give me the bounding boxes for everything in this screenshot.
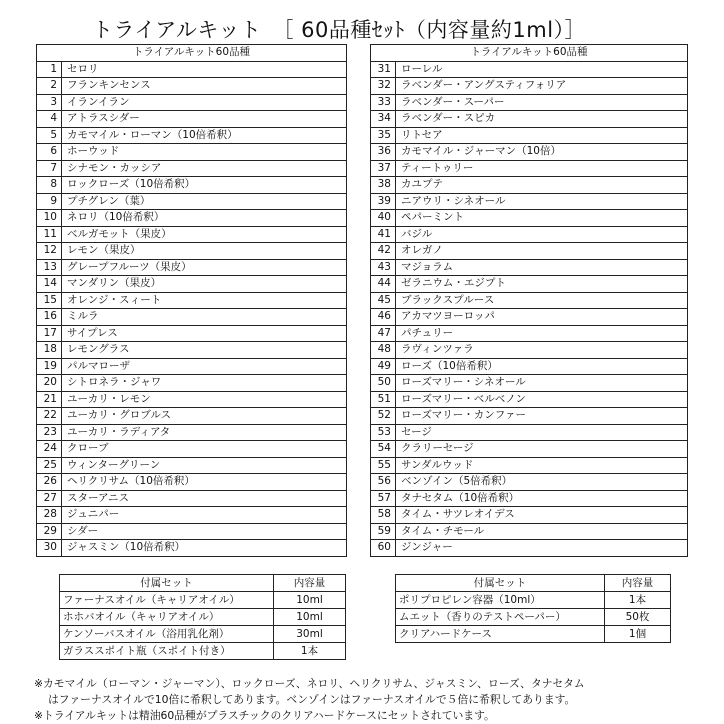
item-number: 27	[37, 490, 62, 507]
accessory-amount: 30ml	[274, 626, 346, 643]
table-row	[37, 111, 347, 128]
item-name: ニアウリ・シネオール	[396, 193, 688, 210]
table-row	[37, 160, 347, 177]
item-name: ネロリ（10倍希釈）	[62, 210, 347, 227]
item-name: タイム・チモール	[396, 523, 688, 540]
item-number: 39	[371, 193, 396, 210]
item-name: ラベンダー・スピカ	[396, 111, 688, 128]
table-row	[37, 226, 347, 243]
accessory-name: ガラススポイト瓶（スポイト付き）	[60, 643, 274, 660]
table-row	[371, 94, 688, 111]
item-name: セロリ	[62, 61, 347, 78]
table-row	[37, 259, 347, 276]
item-name: ホーウッド	[62, 144, 347, 161]
table-row	[371, 391, 688, 408]
item-number: 25	[37, 457, 62, 474]
table-row	[371, 408, 688, 425]
item-number: 18	[37, 342, 62, 359]
item-name: イランイラン	[62, 94, 347, 111]
item-name: サイプレス	[62, 325, 347, 342]
table-header-row	[396, 575, 671, 592]
table-row	[37, 94, 347, 111]
table-row	[396, 609, 671, 626]
accessory-header-name: 付属セット	[396, 575, 605, 592]
item-name: シトロネラ・ジャワ	[62, 375, 347, 392]
item-name: ウィンターグリーン	[62, 457, 347, 474]
table-row	[37, 391, 347, 408]
item-number: 22	[37, 408, 62, 425]
note-line-3: ※トライアルキットは精油60品種がプラスチックのクリアハードケースにセットされています。	[34, 709, 495, 722]
item-name: カモマイル・ローマン（10倍希釈）	[62, 127, 347, 144]
table-row	[371, 111, 688, 128]
item-number: 10	[37, 210, 62, 227]
table-row	[371, 61, 688, 78]
table-row	[371, 259, 688, 276]
item-name: サンダルウッド	[396, 457, 688, 474]
table-row	[60, 626, 346, 643]
table-row	[371, 325, 688, 342]
table-row	[371, 507, 688, 524]
accessory-header-amount: 内容量	[605, 575, 671, 592]
item-number: 1	[37, 61, 62, 78]
accessory-table-left	[59, 574, 346, 660]
item-name: セージ	[396, 424, 688, 441]
item-name: シダー	[62, 523, 347, 540]
item-number: 12	[37, 243, 62, 260]
table-row	[371, 226, 688, 243]
item-number: 53	[371, 424, 396, 441]
item-number: 35	[371, 127, 396, 144]
table-row	[371, 540, 688, 557]
table-header: トライアルキット60品種	[371, 45, 688, 62]
table-row	[37, 144, 347, 161]
table-row	[371, 276, 688, 293]
item-name: ヘリクリサム（10倍希釈）	[62, 474, 347, 491]
item-number: 34	[371, 111, 396, 128]
table-row	[60, 609, 346, 626]
item-number: 47	[371, 325, 396, 342]
item-number: 55	[371, 457, 396, 474]
item-name: アカマツヨーロッパ	[396, 309, 688, 326]
table-row	[37, 127, 347, 144]
accessory-amount: 10ml	[274, 609, 346, 626]
table-row	[37, 276, 347, 293]
item-name: パルマローザ	[62, 358, 347, 375]
item-number: 28	[37, 507, 62, 524]
item-number: 45	[371, 292, 396, 309]
accessory-header-name: 付属セット	[60, 575, 274, 592]
table-row	[37, 61, 347, 78]
item-name: カユプテ	[396, 177, 688, 194]
item-name: ローズマリー・シネオール	[396, 375, 688, 392]
table-row	[37, 441, 347, 458]
item-number: 13	[37, 259, 62, 276]
accessory-name: クリアハードケース	[396, 626, 605, 643]
item-number: 40	[371, 210, 396, 227]
item-number: 30	[37, 540, 62, 557]
table-row	[371, 474, 688, 491]
item-name: ティートゥリー	[396, 160, 688, 177]
item-name: レモングラス	[62, 342, 347, 359]
item-name: プチグレン（葉）	[62, 193, 347, 210]
accessory-name: ファーナスオイル（キャリアオイル）	[60, 592, 274, 609]
item-number: 3	[37, 94, 62, 111]
item-number: 14	[37, 276, 62, 293]
accessory-amount: 10ml	[274, 592, 346, 609]
table-header-row	[37, 45, 347, 62]
item-number: 41	[371, 226, 396, 243]
item-number: 11	[37, 226, 62, 243]
item-name: ラヴィンツァラ	[396, 342, 688, 359]
item-number: 54	[371, 441, 396, 458]
item-name: ローズマリー・カンファー	[396, 408, 688, 425]
item-number: 29	[37, 523, 62, 540]
item-name: マンダリン（果皮）	[62, 276, 347, 293]
item-number: 52	[371, 408, 396, 425]
item-number: 17	[37, 325, 62, 342]
item-number: 50	[371, 375, 396, 392]
item-name: ユーカリ・グロブルス	[62, 408, 347, 425]
table-row	[37, 523, 347, 540]
item-name: ジンジャー	[396, 540, 688, 557]
item-name: ローズマリー・ベルベノン	[396, 391, 688, 408]
table-row	[37, 474, 347, 491]
table-row	[37, 309, 347, 326]
item-name: アトラスシダー	[62, 111, 347, 128]
table-row	[37, 78, 347, 95]
table-row	[371, 210, 688, 227]
item-name: ラベンダー・アングスティフォリア	[396, 78, 688, 95]
table-row	[37, 177, 347, 194]
table-row	[37, 325, 347, 342]
item-number: 33	[371, 94, 396, 111]
table-row	[371, 441, 688, 458]
item-number: 42	[371, 243, 396, 260]
item-number: 21	[37, 391, 62, 408]
accessory-name: ケンソーバスオイル（浴用乳化剤）	[60, 626, 274, 643]
item-name: ゼラニウム・エジプト	[396, 276, 688, 293]
accessory-name: ポリプロピレン容器（10ml）	[396, 592, 605, 609]
item-name: グレープフルーツ（果皮）	[62, 259, 347, 276]
item-number: 23	[37, 424, 62, 441]
table-row	[371, 358, 688, 375]
table-header-row	[371, 45, 688, 62]
table-row	[37, 292, 347, 309]
accessory-amount: 1本	[605, 592, 671, 609]
item-name: リトセア	[396, 127, 688, 144]
item-number: 38	[371, 177, 396, 194]
item-name: パチュリー	[396, 325, 688, 342]
item-name: ローズ（10倍希釈）	[396, 358, 688, 375]
trial-kit-table-right	[370, 44, 688, 557]
note-line-2: はファーナスオイルで10倍に希釈してあります。ベンゾインはファーナスオイルで５倍に希釈してあります。	[48, 693, 576, 706]
item-number: 59	[371, 523, 396, 540]
table-row	[37, 424, 347, 441]
item-name: タナセタム（10倍希釈）	[396, 490, 688, 507]
accessory-amount: 50枚	[605, 609, 671, 626]
item-number: 60	[371, 540, 396, 557]
table-row	[37, 490, 347, 507]
item-number: 16	[37, 309, 62, 326]
item-number: 48	[371, 342, 396, 359]
item-number: 58	[371, 507, 396, 524]
item-name: クローブ	[62, 441, 347, 458]
table-row	[371, 342, 688, 359]
table-header-row	[60, 575, 346, 592]
item-number: 5	[37, 127, 62, 144]
table-row	[371, 144, 688, 161]
item-name: ベンゾイン（5倍希釈）	[396, 474, 688, 491]
item-number: 46	[371, 309, 396, 326]
item-number: 4	[37, 111, 62, 128]
item-number: 51	[371, 391, 396, 408]
table-row	[371, 177, 688, 194]
item-number: 31	[371, 61, 396, 78]
item-name: ユーカリ・ラディアタ	[62, 424, 347, 441]
item-name: オレガノ	[396, 243, 688, 260]
item-name: カモマイル・ジャーマン（10倍）	[396, 144, 688, 161]
item-number: 43	[371, 259, 396, 276]
table-row	[60, 592, 346, 609]
item-name: フランキンセンス	[62, 78, 347, 95]
accessory-header-amount: 内容量	[274, 575, 346, 592]
note-line-1: ※カモマイル（ローマン・ジャーマン）、ロックローズ、ネロリ、ヘリクリサム、ジャスミン、ローズ、タナセタム	[34, 677, 585, 690]
table-row	[37, 193, 347, 210]
item-number: 37	[371, 160, 396, 177]
item-number: 15	[37, 292, 62, 309]
item-number: 32	[371, 78, 396, 95]
item-number: 36	[371, 144, 396, 161]
item-number: 26	[37, 474, 62, 491]
item-number: 20	[37, 375, 62, 392]
table-row	[396, 626, 671, 643]
table-row	[371, 243, 688, 260]
table-row	[371, 375, 688, 392]
item-number: 6	[37, 144, 62, 161]
trial-kit-table-left	[36, 44, 347, 557]
table-row	[371, 127, 688, 144]
item-number: 44	[371, 276, 396, 293]
item-name: マジョラム	[396, 259, 688, 276]
table-row	[37, 457, 347, 474]
table-row	[396, 592, 671, 609]
accessory-amount: 1本	[274, 643, 346, 660]
table-row	[371, 490, 688, 507]
table-row	[371, 193, 688, 210]
item-name: ミルラ	[62, 309, 347, 326]
page-title: トライアルキット ［ 60品種ｾｯﾄ（内容量約1ml）］	[92, 18, 587, 42]
item-name: ローレル	[396, 61, 688, 78]
table-row	[37, 210, 347, 227]
item-number: 57	[371, 490, 396, 507]
item-name: ジャスミン（10倍希釈）	[62, 540, 347, 557]
accessory-amount: 1個	[605, 626, 671, 643]
item-name: バジル	[396, 226, 688, 243]
item-number: 49	[371, 358, 396, 375]
item-name: レモン（果皮）	[62, 243, 347, 260]
item-name: クラリーセージ	[396, 441, 688, 458]
item-number: 2	[37, 78, 62, 95]
item-number: 19	[37, 358, 62, 375]
table-row	[371, 160, 688, 177]
item-name: ブラックスプルース	[396, 292, 688, 309]
item-name: スターアニス	[62, 490, 347, 507]
table-row	[37, 507, 347, 524]
item-name: ペパーミント	[396, 210, 688, 227]
table-row	[37, 375, 347, 392]
item-name: ラベンダー・スーパー	[396, 94, 688, 111]
item-number: 24	[37, 441, 62, 458]
table-row	[37, 540, 347, 557]
item-number: 7	[37, 160, 62, 177]
item-name: ジュニパー	[62, 507, 347, 524]
accessory-name: ホホバオイル（キャリアオイル）	[60, 609, 274, 626]
item-number: 56	[371, 474, 396, 491]
item-number: 8	[37, 177, 62, 194]
item-name: ロックローズ（10倍希釈）	[62, 177, 347, 194]
table-row	[371, 292, 688, 309]
item-number: 9	[37, 193, 62, 210]
item-name: ユーカリ・レモン	[62, 391, 347, 408]
table-row	[37, 358, 347, 375]
accessory-name: ムエット（香りのテストペーパー）	[396, 609, 605, 626]
table-row	[37, 243, 347, 260]
table-row	[60, 643, 346, 660]
table-header: トライアルキット60品種	[37, 45, 347, 62]
table-row	[371, 424, 688, 441]
table-row	[371, 78, 688, 95]
table-row	[371, 457, 688, 474]
table-row	[371, 523, 688, 540]
table-row	[37, 408, 347, 425]
item-name: オレンジ・スィート	[62, 292, 347, 309]
item-name: タイム・サツレオイデス	[396, 507, 688, 524]
accessory-table-right	[395, 574, 671, 643]
item-name: シナモン・カッシア	[62, 160, 347, 177]
item-name: ベルガモット（果皮）	[62, 226, 347, 243]
table-row	[371, 309, 688, 326]
table-row	[37, 342, 347, 359]
